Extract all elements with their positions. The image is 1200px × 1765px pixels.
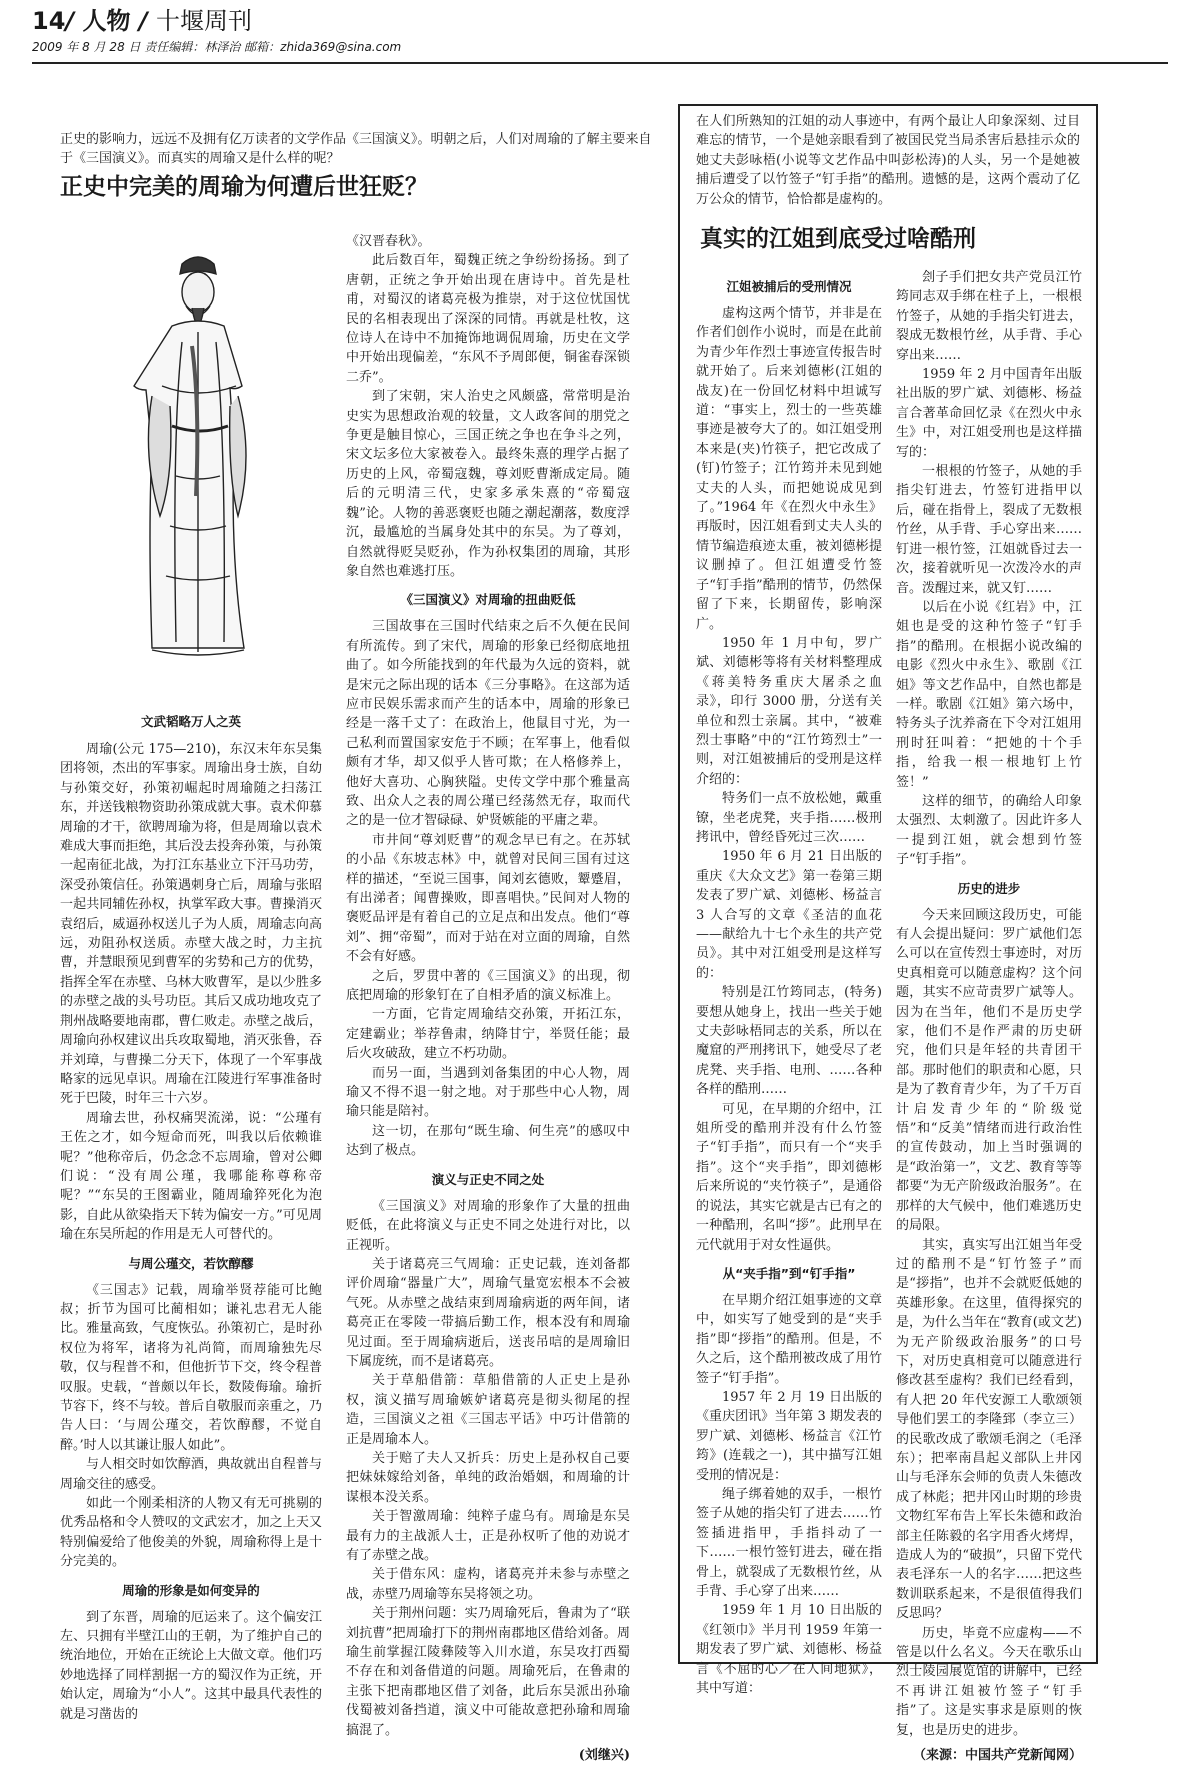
paragraph: 周瑜去世，孙权痛哭流涕，说：“公瑾有王佐之才，如今短命而死，叫我以后依赖谁呢？”他称帝后，仍念念不忘周瑜，曾对公卿们说：“没有周公瑾，我哪能称尊称帝呢？”“东吴的王图霸业，随周瑜猝死化为泡影，自此从欲染指天下转为偏安一方。”可见周瑜在东吴所起的作用是无人可替代的。 <box>60 1110 322 1243</box>
paragraph: 特别是江竹筠同志，(特务)要想从她身上，找出一些关于她丈夫彭咏梧同志的关系，所以在魔窟的严刑拷讯下，她受尽了老虎凳、夹手指、电刑、……各种各样的酷刑…… <box>696 985 882 1098</box>
paragraph: 周瑜(公元 175—210)，东汉末年东吴集团将领，杰出的军事家。周瑜出身士族，自幼与孙策交好，孙策初崛起时周瑜随之扫荡江东，并送钱粮物资助孙策成就大事。袁术仰慕周瑜的才干，欲聘周瑜为将，但是周瑜以袁术难成大事而拒绝，其后没去投奔孙策，与孙策一起南征北战，为打江东基业立下汗马功劳，深受孙策信任。孙策遇刺身亡后，周瑜与张昭一起共同辅佐孙权，执掌军政大事。曹操消灭袁绍后，威逼孙权送儿子为人质，周瑜志向高远，劝阻孙权送质。赤壁大战之时，力主抗曹，并慧眼预见到曹军的劣势和己方的优势，指挥全军在赤壁、乌林大败曹军，是以少胜多的赤壁之战的头号功臣。其后又成功地攻克了荆州战略要地南郡，曹仁败走。赤壁之战后，周瑜向孙权建议出兵攻取蜀地，消灭张鲁，吞并刘璋，与曹操二分天下，体现了一个军事战略家的远见卓识。周瑜在江陵进行军事准备时死于巴陵，时年三十六岁。 <box>60 742 322 1107</box>
paragraph: 1957 年 2 月 19 日出版的《重庆团讯》当年第 3 期发表的罗广斌、刘德彬、杨益言《江竹筠》(连载之一)，其中描写江姐受刑的情况是： <box>696 1389 882 1483</box>
paragraph: 如此一个刚柔相济的人物又有无可挑剔的优秀品格和令人赞叹的文武宏才，加之上天又特别偏爱给了他俊美的外貌，周瑜称得上是十分完美的。 <box>60 1496 322 1570</box>
paragraph: 特务们一点不放松她，戴重镣，坐老虎凳，夹手指……极刑拷讯中，曾经昏死过三次…… <box>696 791 882 845</box>
header-rule <box>32 62 1168 64</box>
subheading: 《三国演义》对周瑜的扭曲贬低 <box>400 592 576 608</box>
left-article-title: 正史中完美的周瑜为何遭后世狂贬？ <box>60 174 428 200</box>
paragraph: 关于赔了夫人又折兵：历史上是孙权自己要把妹妹嫁给刘备，单纯的政治婚姻，和周瑜的计谋根本没关系。 <box>346 1450 630 1505</box>
paragraph: 在早期介绍江姐事迹的文章中，如实写了她受到的是“夹手指”即“拶指”的酷刑。但是，不久之后，这个酷刑被改成了用竹签子“钉手指”。 <box>696 1292 882 1386</box>
subheading: 与周公瑾交，若饮醇醪 <box>128 1255 254 1271</box>
paragraph: 1950 年 1 月中旬，罗广斌、刘德彬等将有关材料整理成《蒋美特务重庆大屠杀之血录》，印行 3000 册，分送有关单位和烈士亲属。其中，“被难烈士事略”中的“江竹筠烈士”一则，对江姐被捕后的受刑是这样介绍的： <box>696 635 882 787</box>
subheading: 周瑜的形象是如何变异的 <box>122 1582 260 1598</box>
paragraph: 《三国志》记载，周瑜举贤荐能可比鲍叔；折节为国可比蔺相如；谦礼忠君无人能比。雅量高致，气度恢弘。孙策初亡，是时孙权位为将军，诸将为礼尚简，而周瑜独先尽敬，仅与程普不和，但他折节下交，终令程普叹服。史载，“普颇以年长，数陵侮瑜。瑜折节容下，终不与较。普后自敬服而亲重之，乃告人曰：‘与周公瑾交，若饮醇醪，不觉自醉。’时人以其谦让服人如此”。 <box>60 1282 322 1453</box>
paragraph: 这一切，在那句“既生瑜、何生亮”的感叹中达到了极点。 <box>346 1123 630 1159</box>
paragraph: 之后，罗贯中著的《三国演义》的出现，彻底把周瑜的形象钉在了自相矛盾的演义标准上。 <box>346 968 630 1004</box>
author-signature: (刘继兴) <box>578 1748 630 1764</box>
paragraph: 关于草船借箭：草船借箭的人正史上是孙权，演义描写周瑜嫉妒诸葛亮是彻头彻尾的捏造，三国演义之祖《三国志平话》中巧计借箭的正是周瑜本人。 <box>346 1373 630 1447</box>
paragraph: 可见，在早期的介绍中，江姐所受的酷刑并没有什么竹签子“钉手指”，而只有一个“夹手指”。这个“夹手指”，即刘德彬后来所说的“夹竹筷子”，是通俗的说法，其实它就是古已有之的一种酷刑，名叫“拶”。此刑早在元代就用于对女性逼供。 <box>696 1101 882 1253</box>
paragraph: 《汉晋春秋》。 <box>346 234 431 249</box>
left-article-column-1 <box>60 740 322 1722</box>
paragraph: 到了宋朝，宋人治史之风颇盛，常常明是治史实为思想政治观的较量，文人政客间的朋党之争更是触目惊心，三国正统之争也在争斗之列，宋文坛多位大家被卷入。最终朱熹的理学占据了历史的上风，帝蜀寇魏，尊刘贬曹渐成定局。随后的元明清三代，史家多承朱熹的“帝蜀寇魏”论。人物的善恶褒贬也随之潮起潮落，数度浮沉，最尴尬的当属身处其中的东吴。为了尊刘，自然就得贬吴贬孙，作为孙权集团的周瑜，其形象自然也难逃打压。 <box>346 389 630 579</box>
paragraph: 1950 年 6 月 21 日出版的重庆《大众文艺》第一卷第三期发表了罗广斌、刘德彬、杨益言 3 人合写的文章《圣洁的血花——献给九十七个永生的共产党员》。其中对江姐受刑是这样写的： <box>696 849 882 981</box>
subheading: 历史的进步 <box>957 880 1021 896</box>
paragraph: 刽子手们把女共产党员江竹筠同志双手绑在柱子上，一根根竹签子，从她的手指尖钉进去，裂成无数根竹丝，从手背、手心穿出来…… <box>896 270 1082 363</box>
paragraph: 而另一面，当遇到刘备集团的中心人物，周瑜又不得不退一射之地。对于那些中心人物，周瑜只能是陪衬。 <box>346 1065 630 1120</box>
subheading: 演义与正史不同之处 <box>431 1171 545 1187</box>
left-article-lead: 正史的影响力，远远不及拥有亿万读者的文学作品《三国演义》。明朝之后，人们对周瑜的了解主要来自于《三国演义》。而真实的周瑜又是什么样的呢？ <box>60 132 652 166</box>
page-number: 14 <box>32 7 66 35</box>
paragraph: 1959 年 2 月中国青年出版社出版的罗广斌、刘德彬、杨益言合著革命回忆录《在烈火中永生》中，对江姐受刑也是这样描写的： <box>896 367 1082 460</box>
paragraph: 虚构这两个情节，并非是在作者们创作小说时，而是在此前为青少年作烈士事迹宣传报告时就开始了。后来刘德彬(江姐的战友)在一份回忆材料中坦诚写道：“事实上，烈士的一些英雄事迹是被夸大了的。如江姐受刑本来是(夹)竹筷子，把它改成了(钉)竹签子；江竹筠并未见到她丈夫的人头，而把她说成见到了。”1964 年《在烈火中永生》再版时，因江姐看到丈夫人头的情节编造痕迹太重，被刘德彬提议删掉了。但江姐遭受竹签子“钉手指”酷刑的情节，仍然保留了下来，长期留传，影响深广。 <box>696 306 882 632</box>
section-name: 人物 <box>82 7 131 35</box>
paragraph: 这样的细节，的确给人印象太强烈、太刺激了。因此许多人一提到江姐，就会想到竹签子“钉手指”。 <box>896 793 1082 868</box>
portrait-caption: 文武韬略万人之英 <box>140 714 241 729</box>
paragraph: 1959 年 1 月 10 日出版的《红领巾》半月刊 1959 年第一期发表了罗广斌、刘德彬、杨益言《不屈的心／在人间地狱》，其中写道： <box>696 1603 882 1697</box>
paragraph: 三国故事在三国时代结束之后不久便在民间有所流传。到了宋代，周瑜的形象已经彻底地扭曲了。如今所能找到的年代最为久远的资料，就是宋元之际出现的话本《三分事略》。在这部为适应市民娱乐需求而产生的话本中，周瑜的形象已经是一落千丈了：在政治上，他鼠目寸光，为一己私利而置国家安危于不顾；在军事上，他看似颇有才华，却又似乎人皆可欺；在人格修养上，他好大喜功、心胸狭隘。史传文学中那个雅量高致、出众人之表的周公瑾已经荡然无存，取而代之的是一位才智碌碌、妒贤嫉能的平庸之辈。 <box>346 619 630 829</box>
paragraph: 关于智激周瑜：纯粹子虚乌有。周瑜是东吴最有力的主战派人士，正是孙权听了他的劝说才有了赤壁之战。 <box>346 1509 630 1563</box>
paragraph: 市井间“尊刘贬曹”的观念早已有之。在苏轼的小品《东坡志林》中，就曾对民间三国有过这样的描述，“至说三国事，闻刘玄德败，颦蹙眉，有出涕者；闻曹操败，即喜唱快。”民间对人物的褒贬品评是有着自己的立足点和出发点。他们“尊刘”、拥“帝蜀”，而对于站在对立面的周瑜，自然不会有好感。 <box>346 832 630 965</box>
page-header <box>32 6 1168 70</box>
subheading: 从“夹手指”到“钉手指” <box>722 1265 856 1281</box>
lead-text: 在人们所熟知的江姐的动人事迹中，有两个最让人印象深刻、过目难忘的情节，一个是她亲眼看到了被国民党当局杀害后悬挂示众的她丈夫彭咏梧(小说等文艺作品中叫彭松涛)的人头，另一个是她被捕后遭受了以竹签子“钉手指”的酷刑。遗憾的是，这两个震动了亿万公众的情节，恰恰都是虚构的。 <box>696 114 1080 207</box>
header-info: 2009 年 8 月 28 日 责任编辑：林泽治 邮箱：zhida369@sina.com <box>32 40 402 54</box>
paragraph: 今天来回顾这段历史，可能有人会提出疑问：罗广斌他们怎么可以在宣传烈士事迹时，对历史真相竟可以随意虚构？这个问题，其实不应苛责罗广斌等人。因为在当年，他们不是历史学家，他们不是作严肃的历史研究，他们只是年轻的共青团干部。那时他们的职责和心愿，只是为了教育青少年，为了千万百计启发青少年的“阶级觉悟”和“反美”情绪而进行政治性的宣传鼓动，加上当时强调的是“政治第一”，文艺、教育等等都要“为无产阶级政治服务”。在那样的大气候中，他们难逃历史的局限。 <box>896 907 1082 1234</box>
paper-name: 十堰周刊 <box>156 7 253 35</box>
paragraph: 其实，真实写出江姐当年受过的酷刑不是“钉竹签子”而是“拶指”，也并不会就贬低她的英雄形象。在这里，值得探究的是，为什么当年在“教育(或文艺)为无产阶级政治服务”的口号下，对历史真相竟可以随意进行修改甚至虚构？我们已经看到，有人把 20 年代安源工人歌颂领导他们罢工的李隆郅（李立三）的民歌改成了歌颂毛润之（毛泽东）；把率南昌起义部队上井冈山与毛泽东会师的负责人朱德改成了林彪；把井冈山时期的珍贵文物红军布告上军长朱德和政治部主任陈毅的名字用香火烤焊，造成人为的“破损”，只留下党代表毛泽东一人的名字……把这些数训联系起来，不是很值得我们反思吗？ <box>896 1237 1082 1622</box>
zhou-yu-portrait <box>112 246 284 664</box>
paragraph: 此后数百年，蜀魏正统之争纷纷扬扬。到了唐朝，正统之争开始出现在唐诗中。首先是杜甫，对蜀汉的诸葛亮极为推崇，对于这位忧国忧民的名相表现出了深深的同情。再就是杜牧，这位诗人在诗中不加掩饰地调侃周瑜，历史在文学中开始出现偏差，“东风不予周郎便，铜雀春深锁二乔”。 <box>346 253 630 385</box>
paragraph: 一根根的竹签子，从她的手指尖钉进去，竹签钉进指甲以后，碰在指骨上，裂成了无数根竹丝，从手背、手心穿出来……钉进一根竹签，江姐就昏过去一次，接着就听见一次泼冷水的声音。泼醒过来，就又钉…… <box>896 464 1082 596</box>
paragraph: 一方面，它肯定周瑜结交孙策，开拓江东，定建霸业；举荐鲁肃，纳降甘宁，举贤任能；最后火攻破敌，建立不朽功勋。 <box>346 1007 630 1062</box>
paragraph: 到了东晋，周瑜的厄运来了。这个偏安江左、只拥有半壁江山的王朝，为了维护自己的统治地位，开始在正统论上大做文章。他们巧妙地选择了同样割据一方的蜀汉作为正统，开始认定，周瑜为“小人”。这其中最具代表性的就是习凿齿的 <box>60 1609 322 1722</box>
paragraph: 关于借东风：虚构，诸葛亮并未参与赤壁之战，赤壁乃周瑜等东吴将领之功。 <box>346 1567 630 1602</box>
paragraph: 与人相交时如饮醇酒，典故就出自程普与周瑜交往的感受。 <box>60 1457 322 1492</box>
paragraph: 以后在小说《红岩》中，江姐也是受的这种竹签子“钉手指”的酷刑。在根据小说改编的电影《烈火中永生》、歌剧《江姐》等文艺作品中，自然也都是一样。歌剧《江姐》第六场中，特务头子沈养斋在下令对江姐用刑时狂叫着：“把她的十个手指，给我一根一根地钉上竹签！” <box>896 599 1082 790</box>
right-article-title: 真实的江姐到底受过啥酷刑 <box>700 226 976 252</box>
paragraph: 历史，毕竟不应虚构——不管是以什么名义。今天在歌乐山烈士陵园展览馆的讲解中，已经不再讲江姐被竹签子“钉手指”了。这是实事求是原则的恢复，也是历史的进步。 <box>896 1625 1082 1738</box>
subheading: 江姐被捕后的受刑情况 <box>726 279 852 294</box>
right-article-column-1 <box>696 268 882 1697</box>
right-article-column-2 <box>896 268 1082 1764</box>
paragraph: 绳子绑着她的双手，一根竹签子从她的指尖钉了进去……竹签插进指甲，手指抖动了一下……一根竹签钉进去，碰在指骨上，就裂成了无数根竹丝，从手背、手心穿了出来…… <box>696 1486 882 1599</box>
paragraph: 关于诸葛亮三气周瑜：正史记载，连刘备都评价周瑜“器量广大”，周瑜气量宽宏根本不会被气死。从赤壁之战结束到周瑜病逝的两年间，诸葛亮正在零陵一带搞后勤工作，根本没有和周瑜见过面。至于周瑜病逝后，送丧吊唁的是周瑜旧下属庞统，而不是诸葛亮。 <box>346 1256 630 1369</box>
paragraph: 《三国演义》对周瑜的形象作了大量的扭曲贬低，在此将演义与正史不同之处进行对比，以正视听。 <box>346 1198 630 1253</box>
left-article-column-2 <box>346 232 630 1764</box>
source-signature: （来源：中国共产党新闻网） <box>912 1748 1082 1764</box>
paragraph: 关于荆州问题：实乃周瑜死后，鲁肃为了“联刘抗曹”把周瑜打下的荆州南郡地区借给刘备。周瑜生前掌握江陵彝陵等入川水道，东吴攻打西蜀不存在和刘备借道的问题。周瑜死后，在鲁肃的主张下把南郡地区借了刘备，此后东吴派出孙瑜伐蜀被刘备挡道，演义中可能故意把孙瑜和周瑜搞混了。 <box>346 1606 630 1738</box>
header-masthead: 14/ 人物 / 十堰周刊 <box>32 7 253 35</box>
right-article-lead <box>696 112 1080 212</box>
